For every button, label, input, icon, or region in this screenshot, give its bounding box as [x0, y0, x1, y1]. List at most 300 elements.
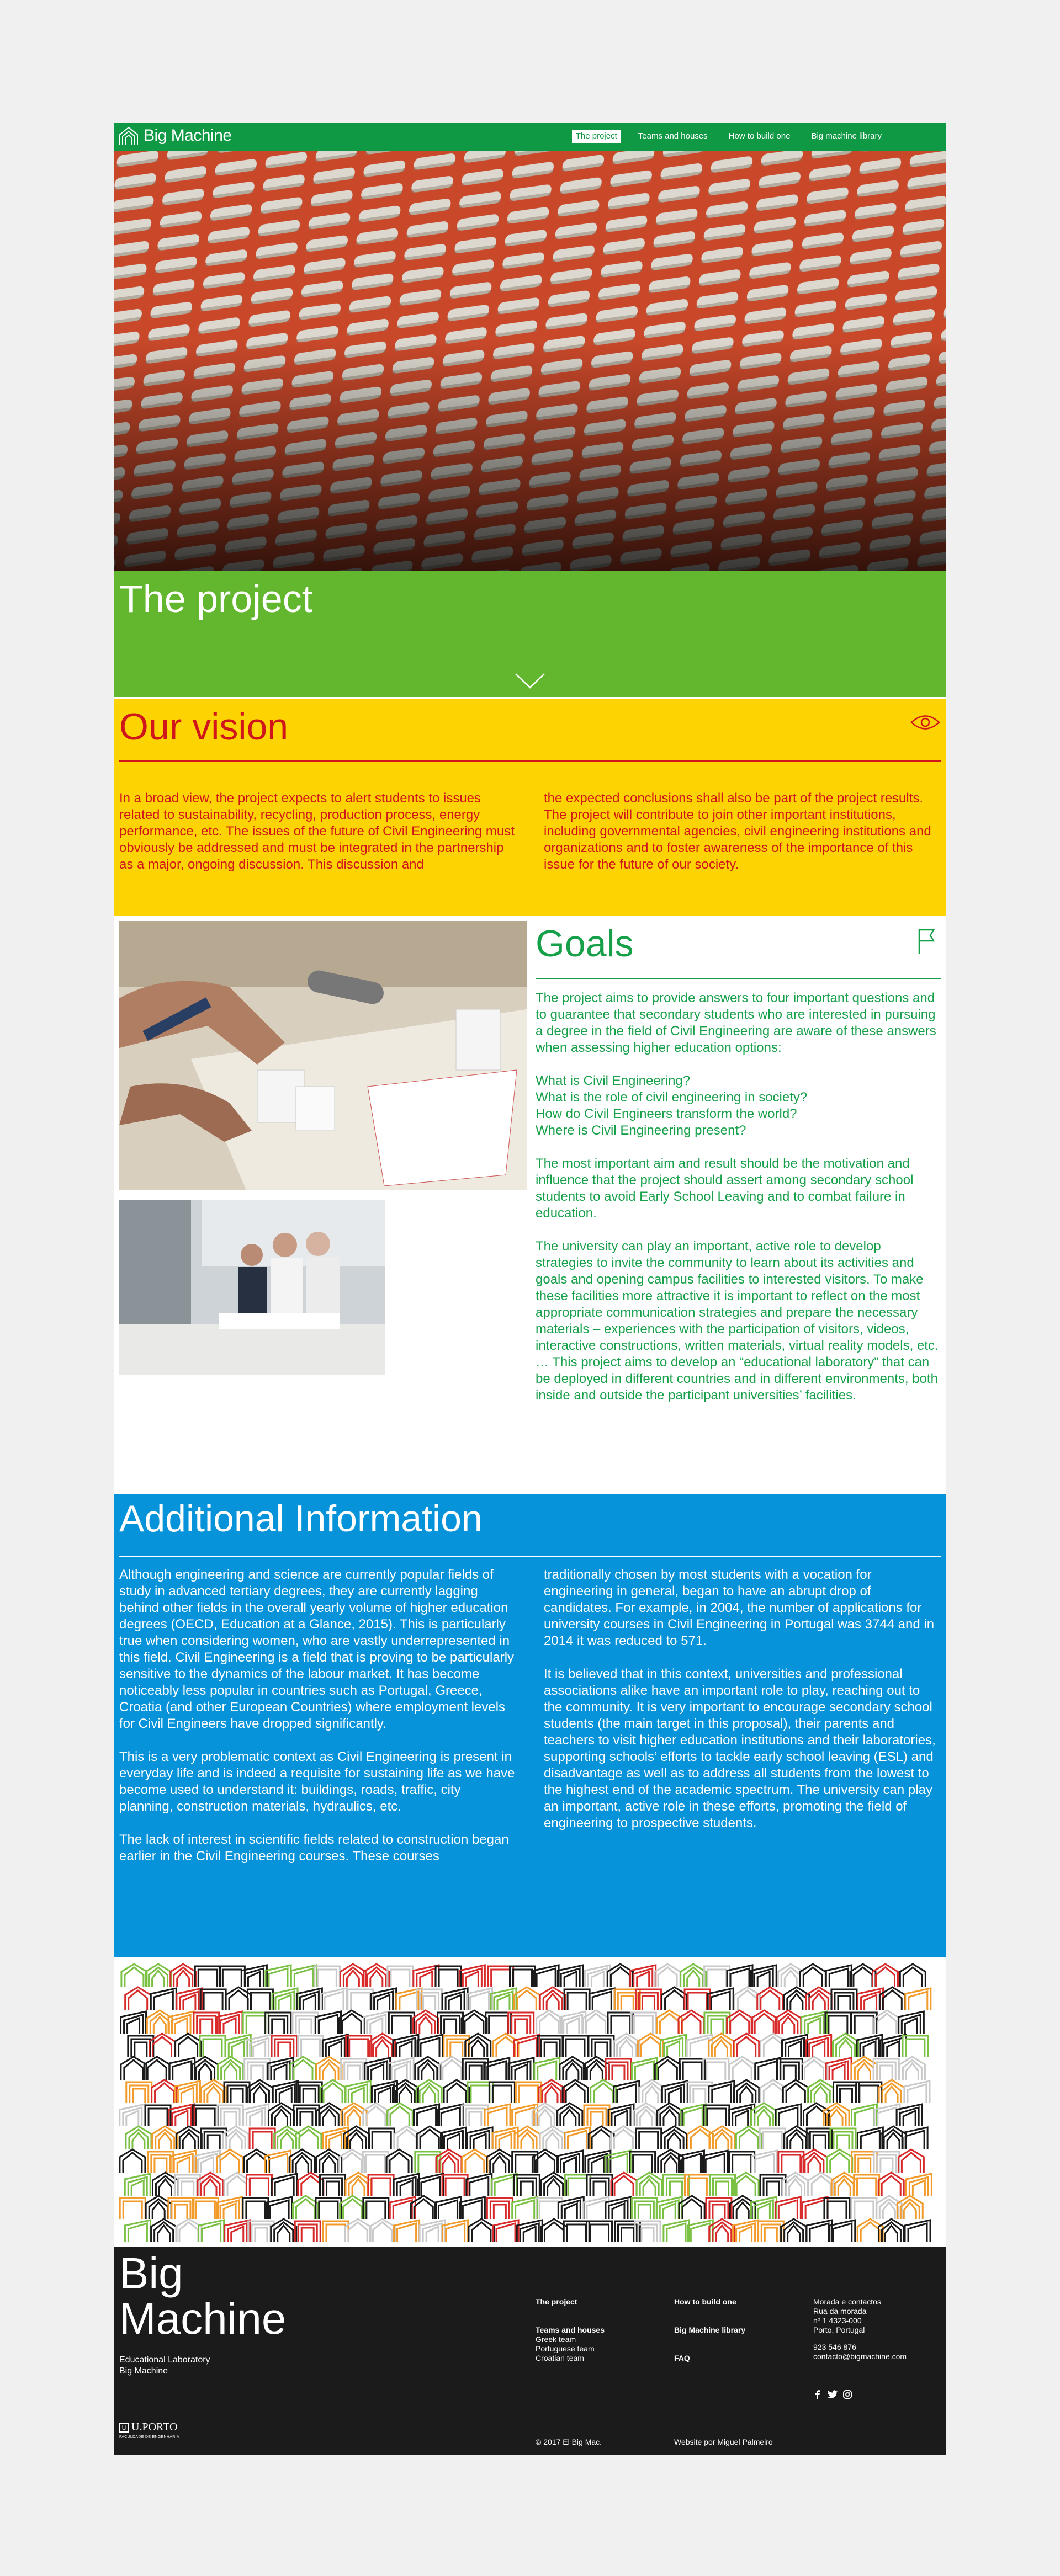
- house-logo-icon: [118, 126, 139, 146]
- house-pattern-icon: [784, 2126, 809, 2149]
- house-pattern-icon: [441, 2127, 466, 2149]
- house-pattern-icon: [679, 2196, 704, 2219]
- footer-subtitle: Educational Laboratory Big Machine: [119, 2355, 210, 2376]
- house-pattern-icon: [200, 2036, 225, 2057]
- house-pattern-icon: [564, 2127, 590, 2149]
- house-pattern-icon: [734, 2034, 759, 2057]
- house-pattern-icon: [438, 2104, 463, 2126]
- house-pattern-icon: [121, 2057, 146, 2080]
- house-pattern-icon: [608, 2104, 634, 2126]
- house-pattern-icon: [532, 2149, 558, 2173]
- house-pattern-icon: [291, 1965, 316, 1987]
- footer: [114, 2247, 946, 2455]
- house-pattern-icon: [702, 2151, 728, 2173]
- house-pattern-icon: [462, 2010, 487, 2034]
- house-pattern-icon: [557, 2103, 582, 2126]
- footer-link-faq[interactable]: FAQ: [674, 2354, 690, 2362]
- house-pattern-icon: [733, 2220, 759, 2242]
- house-pattern-icon: [516, 2082, 541, 2103]
- footer-col-project: [536, 2297, 605, 2382]
- nav-link-the-project[interactable]: The project: [572, 130, 621, 143]
- house-pattern-icon: [296, 1988, 322, 2010]
- house-pattern-icon: [174, 2081, 200, 2103]
- house-pattern-icon: [685, 2175, 710, 2196]
- house-pattern-icon: [875, 2010, 900, 2034]
- house-pattern-icon: [348, 1989, 373, 2010]
- house-pattern-icon: [175, 2175, 200, 2196]
- house-pattern-icon: [316, 2103, 342, 2126]
- house-pattern-icon: [459, 1965, 485, 1987]
- house-pattern-icon: [218, 2057, 243, 2080]
- question: How do Civil Engineers transform the world?: [536, 1106, 797, 1121]
- flag-icon: [916, 928, 936, 955]
- house-pattern-icon: [417, 2035, 443, 2057]
- architecture-model-photo: [119, 921, 527, 1190]
- house-pattern-icon: [630, 2013, 656, 2034]
- house-pattern-icon: [340, 2149, 365, 2173]
- house-pattern-icon: [345, 2081, 370, 2103]
- house-pattern-icon: [560, 2057, 585, 2080]
- house-pattern-icon: [664, 2220, 689, 2242]
- house-pattern-icon: [757, 1987, 783, 2010]
- house-pattern-icon: [808, 2173, 834, 2196]
- house-pattern-icon: [417, 1989, 442, 2010]
- house-pattern-icon: [314, 1966, 340, 1987]
- house-pattern-icon: [733, 2173, 759, 2196]
- house-pattern-icon: [824, 2198, 850, 2219]
- house-pattern-icon: [467, 2174, 492, 2196]
- house-pattern-icon: [388, 1966, 413, 1987]
- info-paragraph: traditionally chosen by most students with a vocation for engineering in general, began to have an abrupt drop of candidates. For example, in 2004, the number of applications for university courses in Civil Engineering in Portugal was 3744 and in 2014 it was reduced to 571.: [544, 1567, 935, 1648]
- goals-divider: [536, 978, 941, 979]
- house-pattern-icon: [560, 2011, 586, 2034]
- eye-icon: [910, 713, 941, 732]
- logo[interactable]: [118, 126, 232, 146]
- house-pattern-icon: [512, 2152, 538, 2173]
- house-pattern-icon: [781, 2219, 807, 2242]
- house-pattern-icon: [751, 1965, 776, 1987]
- house-pattern-icon: [611, 2173, 637, 2196]
- house-pattern-icon: [418, 2174, 443, 2196]
- house-pattern-icon: [146, 1964, 171, 1987]
- house-pattern-icon: [541, 2219, 566, 2242]
- house-pattern-icon: [777, 2059, 802, 2080]
- house-pattern-icon: [293, 2196, 318, 2219]
- house-pattern-icon: [393, 2035, 418, 2057]
- house-pattern-icon: [851, 2198, 877, 2219]
- question: Where is Civil Engineering present?: [536, 1123, 746, 1138]
- info-col-1: [119, 1567, 516, 1881]
- house-pattern-icon: [268, 2058, 293, 2080]
- house-pattern-icon: [176, 2126, 202, 2149]
- copyright: © 2017 El Big Mac.: [536, 2437, 602, 2446]
- house-pattern-icon: [639, 2080, 665, 2103]
- house-pattern-icon: [902, 2127, 928, 2149]
- footer-col-build: [674, 2297, 745, 2382]
- house-pattern-icon: [661, 2126, 687, 2149]
- house-pattern-icon: [267, 2197, 292, 2219]
- house-pattern-icon: [320, 2175, 346, 2196]
- house-pattern-icon: [316, 2011, 341, 2034]
- house-pattern-icon: [752, 2151, 777, 2173]
- house-pattern-icon: [584, 2010, 609, 2034]
- house-pattern-icon: [370, 2034, 395, 2057]
- house-pattern-icon: [246, 2175, 272, 2196]
- goals-aim: The most important aim and result should be the motivation and influence that the project should assert among secondary school students to avoid Early School Leaving and to combat failure in education.: [536, 1156, 914, 1221]
- house-pattern-icon: [225, 2220, 250, 2242]
- house-pattern-icon: [493, 2220, 518, 2242]
- house-pattern-icon: [467, 2127, 492, 2149]
- info-paragraph: Although engineering and science are currently popular fields of study in advanced tertiary degrees, they are currently lagging behind other fields in the overall yearly volume of higher education degrees (OECD, Education at a Glance, 2015). This is particularly true when considering women, who are vastly underrepresented in this field. Civil Engineering is a field that is proving to be particularly sensitive to the dynamics of the labour market. It has become noticeably less popular in countries such as Portugal, Greece, Croatia (and other European Countries) where employment levels for Civil Engineers have dropped significantly.: [119, 1567, 515, 1731]
- house-pattern-icon: [272, 2036, 297, 2057]
- house-pattern-icon: [514, 2175, 539, 2196]
- house-pattern-icon: [539, 2080, 564, 2103]
- house-pattern-icon: [637, 2173, 662, 2196]
- house-pattern-icon: [151, 1988, 176, 2010]
- house-pattern-icon: [443, 2220, 468, 2242]
- house-pattern-icon: [906, 2174, 931, 2196]
- house-pattern-icon: [369, 2219, 395, 2242]
- house-pattern-icon: [830, 2128, 856, 2149]
- house-pattern-icon: [218, 2105, 243, 2126]
- house-pattern-icon: [194, 2151, 220, 2173]
- house-pattern-icon: [655, 2057, 680, 2080]
- instagram-icon[interactable]: [843, 2390, 852, 2399]
- house-pattern-icon: [608, 2013, 633, 2034]
- house-pattern-icon: [394, 2220, 420, 2242]
- house-pattern-icon: [316, 2057, 342, 2080]
- house-pattern-icon: [802, 2149, 827, 2173]
- house-pattern-icon: [679, 2010, 704, 2034]
- house-pattern-icon: [486, 2013, 511, 2034]
- house-pattern-icon: [363, 2103, 389, 2126]
- house-pattern-icon: [657, 2103, 682, 2126]
- house-pattern-icon: [201, 2080, 226, 2103]
- additional-info-section: [114, 1494, 946, 1957]
- house-pattern-icon: [436, 1966, 461, 1987]
- house-pattern-icon: [121, 1964, 147, 1987]
- house-pattern-icon: [905, 1988, 931, 2010]
- house-pattern-icon: [905, 2220, 930, 2242]
- house-pattern-icon: [661, 2035, 686, 2057]
- house-pattern-icon: [386, 2149, 412, 2173]
- house-pattern-icon: [638, 2034, 663, 2057]
- house-pattern-icon: [537, 2010, 562, 2034]
- house-pattern-icon: [321, 1988, 347, 2010]
- project-section: [114, 571, 946, 697]
- house-pattern-icon: [389, 2013, 414, 2034]
- house-pattern-icon: [706, 2198, 732, 2219]
- house-pattern-icon: [193, 2057, 218, 2080]
- house-pattern-icon: [605, 2151, 630, 2173]
- house-pattern-icon: [218, 2149, 243, 2173]
- house-pattern-icon: [879, 2080, 904, 2103]
- nav-link-big-machine-library[interactable]: Big machine library: [811, 131, 882, 141]
- house-pattern-icon: [176, 2034, 201, 2057]
- house-pattern-icon: [243, 2198, 268, 2219]
- house-pattern-icon: [439, 2057, 465, 2080]
- house-pattern-icon: [801, 2057, 826, 2080]
- house-pattern-icon: [591, 2080, 616, 2103]
- house-pattern-icon: [532, 2103, 558, 2126]
- house-pattern-icon: [802, 2011, 827, 2034]
- house-pattern-icon: [873, 2059, 899, 2080]
- house-pattern-icon: [834, 2082, 859, 2103]
- house-pattern-icon: [662, 2081, 687, 2103]
- website-credit[interactable]: Website por Miguel Palmeiro: [674, 2437, 773, 2446]
- house-pattern-icon: [630, 2152, 655, 2173]
- house-pattern-icon: [607, 1964, 633, 1987]
- house-pattern-icon: [533, 1965, 559, 1987]
- house-pattern-icon: [144, 2057, 169, 2080]
- vision-section: [114, 697, 946, 916]
- house-pattern-icon: [125, 2174, 150, 2196]
- house-pattern-icon: [680, 2059, 705, 2080]
- house-pattern-icon: [584, 2105, 610, 2126]
- house-pattern-icon: [145, 2105, 171, 2126]
- goals-university: The university can play an important, active role to develop strategies to invite the community to learn about its activities and goals and opening campus facilities to interested visitors. To make these facilities more attractive it is important to reflect on the most appropriate communication strategies and prepare the necessary materials – experiences with the participation of visitors, videos, interactive constructions, written materials, virtual reality models, etc. … This project aims to develop an “educational laboratory” that can be deployed in different countries and in different environments, both inside and outside the participant universities’ facilities.: [536, 1239, 939, 1403]
- house-pattern-icon: [247, 1989, 273, 2010]
- house-pattern-icon: [387, 2103, 412, 2126]
- twitter-icon[interactable]: [828, 2390, 838, 2399]
- house-pattern-icon: [250, 2128, 275, 2149]
- house-pattern-icon: [873, 1964, 898, 1987]
- house-pattern-icon: [904, 2081, 930, 2103]
- house-pattern-icon: [459, 2197, 485, 2219]
- house-pattern-icon: [293, 2013, 318, 2034]
- footer-link-project[interactable]: The project: [536, 2297, 577, 2306]
- footer-phone[interactable]: 923 546 876: [813, 2343, 856, 2351]
- house-pattern-icon: [512, 2104, 538, 2126]
- house-pattern-icon: [704, 1966, 730, 1987]
- house-pattern-icon: [152, 2126, 178, 2149]
- house-pattern-icon: [491, 2174, 517, 2196]
- house-pattern-icon: [558, 2151, 583, 2173]
- house-pattern-icon: [833, 2034, 858, 2057]
- house-pattern-icon: [368, 2175, 394, 2196]
- house-pattern-icon: [804, 2103, 829, 2126]
- house-pattern-icon: [589, 1988, 614, 2010]
- house-pattern-icon: [152, 2080, 177, 2103]
- house-pattern-icon: [266, 1965, 291, 1987]
- house-pattern-icon: [760, 2080, 786, 2103]
- house-pattern-icon: [364, 1964, 389, 1987]
- question: What is Civil Engineering?: [536, 1073, 691, 1088]
- house-pattern-icon: [825, 2013, 851, 2034]
- house-pattern-icon: [897, 2196, 923, 2219]
- house-pattern-icon: [540, 2126, 565, 2149]
- house-pattern-icon: [589, 2036, 614, 2057]
- house-pattern-icon: [224, 2082, 250, 2103]
- goals-questions: [536, 1073, 941, 1139]
- house-pattern-icon: [541, 2173, 566, 2196]
- house-pattern-icon: [898, 2011, 924, 2034]
- house-pattern-icon: [534, 2058, 560, 2080]
- house-pattern-icon: [346, 2036, 372, 2057]
- house-pattern-icon: [296, 2082, 322, 2103]
- house-pattern-icon: [636, 2128, 661, 2149]
- house-pattern-icon: [708, 1988, 733, 2010]
- house-pattern-icon: [632, 2058, 657, 2080]
- social-links: [813, 2390, 852, 2399]
- house-pattern-icon: [827, 2149, 852, 2173]
- house-pattern-icon: [435, 2197, 460, 2219]
- info-text: [119, 1567, 941, 1881]
- house-pattern-icon: [564, 1989, 590, 2010]
- footer-link-teams[interactable]: Teams and houses: [536, 2325, 605, 2334]
- house-pattern-icon: [806, 1987, 831, 2010]
- vision-col-2: the expected conclusions shall also be part of the project results. The project will contribute to join other important institutions, including governmental agencies, civil engineering institutions and organizations and to foster awareness of the importance of this issue for the future of our society.: [544, 791, 931, 872]
- footer-link-library[interactable]: Big Machine library: [674, 2325, 746, 2334]
- house-pattern-icon: [614, 2221, 640, 2242]
- house-pattern-icon: [585, 1965, 610, 1987]
- vision-title: Our vision: [119, 706, 289, 748]
- house-pattern-icon: [248, 2221, 274, 2242]
- house-pattern-icon: [322, 2035, 348, 2057]
- house-pattern-icon: [444, 2080, 469, 2103]
- house-pattern-icon: [758, 2221, 783, 2242]
- vision-col-1: In a broad view, the project expects to alert students to issues related to sustainability, recycling, production process, energy performance, etc. The issues of the future of Civil Engineering must obviously be addressed and must be integrated in the partnership as a major, ongoing discussion. This discussion and: [119, 791, 515, 872]
- house-pattern-icon: [296, 2126, 321, 2149]
- nav-link-how-to-build-one[interactable]: How to build one: [728, 131, 791, 141]
- question: What is the role of civil engineering in society?: [536, 1090, 808, 1105]
- goals-text: [536, 990, 941, 1420]
- house-pattern-icon: [272, 2174, 297, 2196]
- house-pattern-icon: [120, 2198, 145, 2219]
- house-pattern-icon: [294, 2105, 319, 2126]
- house-pattern-icon: [340, 1964, 365, 1987]
- house-pattern-icon: [729, 2152, 755, 2173]
- house-pattern-icon: [469, 2219, 494, 2242]
- house-pattern-icon: [126, 2126, 151, 2149]
- house-pattern-icon: [704, 2013, 730, 2034]
- house-pattern-icon: [198, 2173, 223, 2196]
- house-pattern-icon: [856, 2082, 882, 2103]
- house-pattern-icon: [388, 2058, 414, 2080]
- house-pattern-icon: [727, 2010, 752, 2034]
- hero-image: [114, 151, 946, 571]
- house-pattern-icon: [487, 2149, 512, 2173]
- house-pattern-icon: [177, 1988, 202, 2010]
- house-pattern-icon: [245, 2059, 270, 2080]
- logo-text: Big Machine: [144, 126, 232, 145]
- house-pattern-icon: [289, 2149, 315, 2173]
- house-pattern-icon: [200, 1989, 226, 2010]
- goals-title: Goals: [536, 923, 634, 965]
- house-pattern-icon: [587, 2175, 612, 2196]
- house-pattern-icon: [146, 2196, 171, 2219]
- info-paragraph: The lack of interest in scientific fields related to construction began earlier in the Civil Engineering courses. These courses: [119, 1832, 509, 1864]
- house-pattern-icon: [563, 2080, 588, 2103]
- footer-brand: Big Machine: [119, 2249, 287, 2343]
- house-pattern-icon: [194, 2013, 219, 2034]
- info-col-2: [544, 1567, 941, 1881]
- house-pattern-icon: [413, 2010, 438, 2034]
- house-pattern-icon: [851, 2013, 877, 2034]
- house-pattern-icon: [710, 2175, 735, 2196]
- house-pattern-icon: [633, 2103, 659, 2126]
- house-pattern-icon: [417, 2126, 442, 2149]
- house-pattern-icon: [656, 2197, 682, 2219]
- house-pattern-icon: [857, 2127, 883, 2149]
- house-pattern-icon: [487, 2198, 512, 2219]
- house-pattern-icon: [830, 2220, 855, 2242]
- house-pattern-icon: [169, 2058, 195, 2080]
- house-pattern-icon: [729, 2057, 755, 2080]
- house-pattern-icon: [898, 2149, 924, 2173]
- house-pattern-icon: [508, 2013, 534, 2034]
- top-nav: [114, 123, 946, 151]
- house-pattern-icon: [751, 2197, 776, 2219]
- house-pattern-icon: [148, 2152, 173, 2173]
- house-pattern-icon: [193, 2105, 218, 2126]
- house-pattern-icon: [563, 2036, 588, 2057]
- house-pattern-icon: [176, 2219, 202, 2242]
- footer-link-portuguese-team[interactable]: Portuguese team: [536, 2344, 595, 2353]
- house-pattern-icon: [217, 2197, 242, 2219]
- house-pattern-icon: [120, 2149, 145, 2173]
- house-pattern-icon: [273, 2081, 298, 2103]
- house-pattern-icon: [899, 2057, 925, 2080]
- house-pattern-icon: [195, 1966, 220, 1987]
- house-pattern-icon: [514, 2035, 539, 2057]
- house-pattern-icon: [316, 2149, 342, 2173]
- house-pattern-icon: [442, 1988, 468, 2010]
- house-pattern-icon: [734, 2080, 759, 2103]
- house-pattern-icon: [369, 2128, 394, 2149]
- footer-email[interactable]: contacto@bigmachine.com: [813, 2352, 907, 2361]
- house-pattern-icon: [295, 2221, 320, 2242]
- house-pattern-icon: [340, 2196, 365, 2219]
- house-pattern-icon: [414, 2104, 439, 2126]
- info-paragraph: It is believed that in this context, universities and professional associations alike have an important role to play, reaching out to the community. It is very important to encourage secondary school students (the main target in this proposal), their parents and teachers to visit higher education institutions and their laboratories, supporting schools’ efforts to tackle early school leaving (ESL) and disadvantage as well as to address all students from the lowest to the highest end of the academic spectrum. The university can play an important, active role in these efforts, promoting the field of engineering to prospective students.: [544, 1667, 936, 1830]
- footer-link-croatian-team[interactable]: Croatian team: [536, 2354, 584, 2362]
- info-title: Additional Information: [119, 1498, 483, 1540]
- house-pattern-icon: [635, 2221, 660, 2242]
- house-pattern-icon: [783, 2080, 808, 2103]
- house-pattern-icon: [126, 2082, 152, 2103]
- house-pattern-icon: [320, 2080, 346, 2103]
- house-pattern-icon: [512, 2197, 538, 2219]
- house-pattern-icon: [415, 2057, 441, 2080]
- house-pattern-icon: [564, 2221, 589, 2242]
- house-pattern-icon: [800, 1964, 825, 1987]
- facebook-icon[interactable]: [813, 2390, 822, 2399]
- house-pattern-icon: [704, 2105, 729, 2126]
- house-pattern-icon: [585, 2151, 611, 2173]
- house-pattern-icon: [416, 2080, 442, 2103]
- footer-link-build[interactable]: How to build one: [674, 2297, 736, 2306]
- house-pattern-icon: [394, 2126, 420, 2149]
- footer-link-greek-team[interactable]: Greek team: [536, 2335, 576, 2344]
- nav-link-teams-and-houses[interactable]: Teams and houses: [638, 131, 708, 141]
- house-pattern-icon: [341, 2059, 367, 2080]
- house-pattern-icon: [171, 1964, 196, 1987]
- house-pattern-icon: [394, 2174, 419, 2196]
- chevron-down-icon[interactable]: [515, 673, 545, 689]
- vision-divider: [119, 760, 941, 762]
- house-pattern-icon: [396, 1988, 422, 2010]
- house-pattern-icon: [363, 2152, 388, 2173]
- house-pattern-icon: [171, 2151, 196, 2173]
- house-pattern-icon: [363, 2198, 389, 2219]
- house-pattern-icon: [806, 2035, 831, 2057]
- house-pattern-icon: [851, 2104, 877, 2126]
- house-pattern-icon: [268, 2103, 294, 2126]
- house-pattern-icon: [681, 1964, 706, 1987]
- nav-links: [572, 130, 886, 143]
- house-pattern-icon: [878, 2173, 904, 2196]
